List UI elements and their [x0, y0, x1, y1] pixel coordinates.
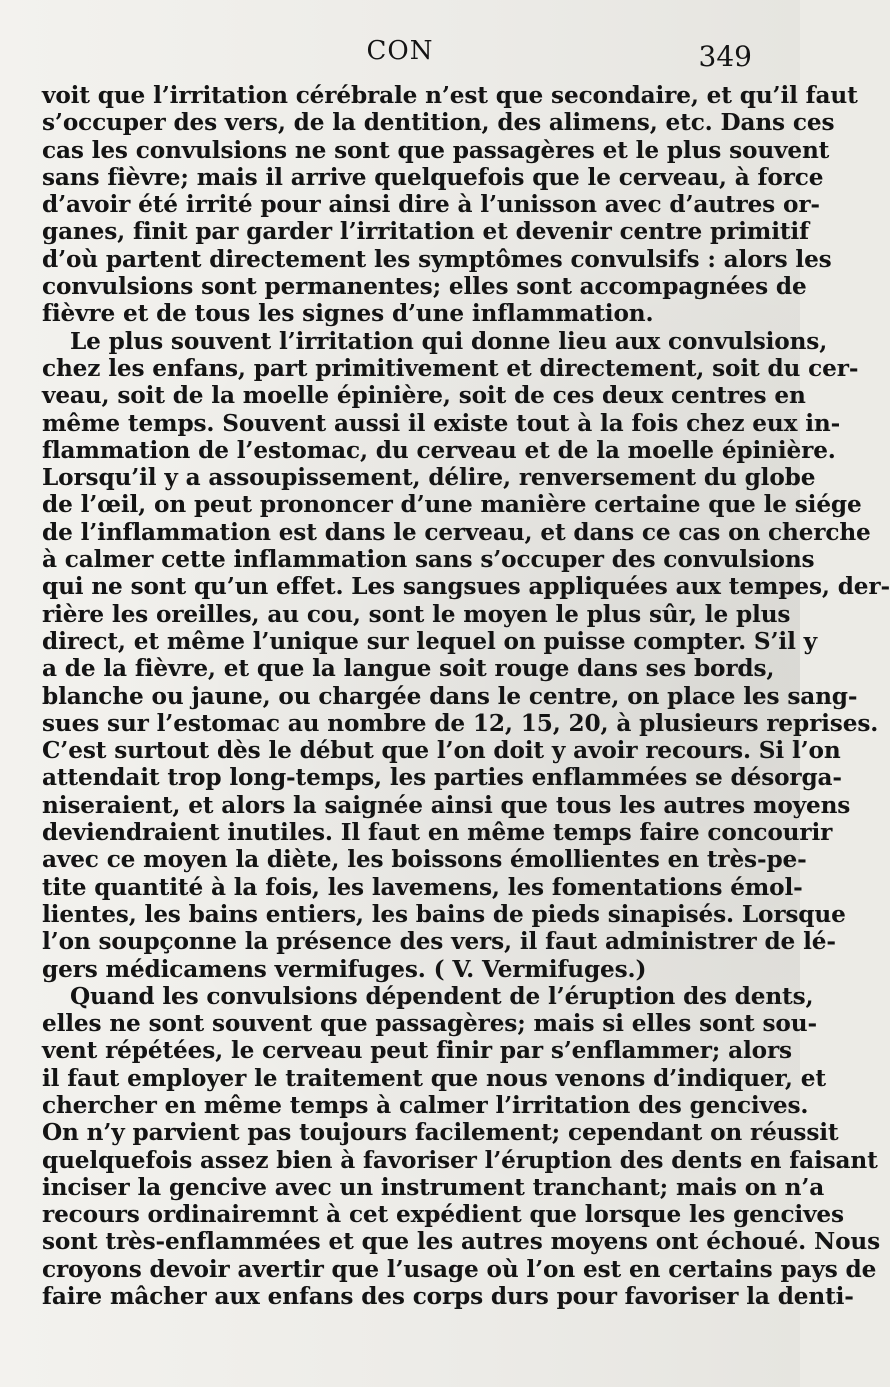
text-line: même temps. Souvent aussi il existe tout à la fois chez eux in-	[42, 409, 841, 437]
text-line: blanche ou jaune, ou chargée dans le centre, on place les sang-	[42, 682, 858, 710]
text-line: Quand les convulsions dépendent de l’éruption des dents,	[70, 982, 814, 1010]
text-line: vent répétées, le cerveau peut finir par s’enflammer; alors	[42, 1037, 792, 1065]
text-line: C’est surtout dès le début que l’on doit y avoir recours. Si l’on	[42, 737, 841, 765]
page-number: 349	[698, 40, 752, 73]
text-line: deviendraient inutiles. Il faut en même temps faire concourir	[42, 819, 833, 847]
text-line: tite quantité à la fois, les lavemens, les fomentations émol-	[42, 873, 803, 901]
text-line: a de la fièvre, et que la langue soit rouge dans ses bords,	[42, 655, 775, 683]
text-line: sont très-enflammées et que les autres moyens ont échoué. Nous	[42, 1228, 880, 1256]
text-line: faire mâcher aux enfans des corps durs pour favoriser la denti-	[42, 1283, 854, 1311]
running-head: CON	[366, 36, 434, 66]
text-line: d’où partent directement les symptômes convulsifs : alors les	[42, 245, 832, 273]
text-line: lientes, les bains entiers, les bains de pieds sinapisés. Lorsque	[42, 900, 846, 928]
paragraph-2	[42, 327, 890, 983]
text-line: Lorsqu’il y a assoupissement, délire, renversement du globe	[42, 464, 816, 492]
text-line: chercher en même temps à calmer l’irritation des gencives.	[42, 1091, 809, 1119]
text-line: il faut employer le traitement que nous venons d’indiquer, et	[42, 1064, 826, 1092]
text-line: qui ne sont qu’un effet. Les sangsues appliquées aux tempes, der-	[42, 573, 890, 601]
text-line: rière les oreilles, au cou, sont le moyen le plus sûr, le plus	[42, 600, 791, 628]
text-line: convulsions sont permanentes; elles sont accompagnées de	[42, 273, 807, 301]
paragraph-1	[42, 82, 858, 328]
text-line: flammation de l’estomac, du cerveau et de la moelle épinière.	[42, 436, 836, 464]
text-line: niseraient, et alors la saignée ainsi que tous les autres moyens	[42, 791, 851, 819]
text-line: fièvre et de tous les signes d’une inflammation.	[42, 300, 654, 328]
text-line: sues sur l’estomac au nombre de 12, 15, 20, à plusieurs reprises.	[42, 709, 879, 737]
paragraph-3	[42, 982, 880, 1311]
text-line: gers médicamens vermifuges. ( V. Vermifuges.)	[42, 955, 647, 983]
text-line: recours ordinairemnt à cet expédient que lorsque les gencives	[42, 1201, 844, 1229]
text-line: attendait trop long-temps, les parties enflammées se désorga-	[42, 764, 842, 792]
text-line: quelquefois assez bien à favoriser l’éruption des dents en faisant	[42, 1146, 878, 1174]
text-line: sans fièvre; mais il arrive quelquefois que le cerveau, à force	[42, 163, 824, 191]
text-line: direct, et même l’unique sur lequel on puisse compter. S’il y	[42, 627, 817, 655]
text-line: On n’y parvient pas toujours facilement; cependant on réussit	[42, 1119, 839, 1147]
text-line: à calmer cette inflammation sans s’occuper des convulsions	[42, 546, 815, 574]
text-line: croyons devoir avertir que l’usage où l’on est en certains pays de	[42, 1255, 877, 1283]
text-line: veau, soit de la moelle épinière, soit de ces deux centres en	[42, 382, 806, 410]
text-line: chez les enfans, part primitivement et directement, soit du cer-	[42, 354, 859, 382]
text-line: d’avoir été irrité pour ainsi dire à l’unisson avec d’autres or-	[42, 191, 820, 219]
body-text	[42, 82, 890, 1311]
text-line: de l’inflammation est dans le cerveau, et dans ce cas on cherche	[42, 518, 871, 546]
page-header	[0, 32, 800, 72]
text-line: cas les convulsions ne sont que passagères et le plus souvent	[42, 136, 830, 164]
text-line: voit que l’irritation cérébrale n’est que secondaire, et qu’il faut	[42, 82, 858, 109]
text-line: avec ce moyen la diète, les boissons émollientes en très-pe-	[42, 846, 807, 874]
text-line: de l’œil, on peut prononcer d’une manière certaine que le siége	[42, 491, 862, 519]
text-line: ganes, finit par garder l’irritation et devenir centre primitif	[42, 218, 809, 246]
text-line: inciser la gencive avec un instrument tranchant; mais on n’a	[42, 1173, 825, 1201]
text-line: s’occuper des vers, de la dentition, des alimens, etc. Dans ces	[42, 109, 835, 137]
text-line: Le plus souvent l’irritation qui donne lieu aux convulsions,	[70, 327, 828, 355]
text-line: elles ne sont souvent que passagères; mais si elles sont sou-	[42, 1010, 817, 1038]
text-line: l’on soupçonne la présence des vers, il faut administrer de lé-	[42, 928, 836, 956]
